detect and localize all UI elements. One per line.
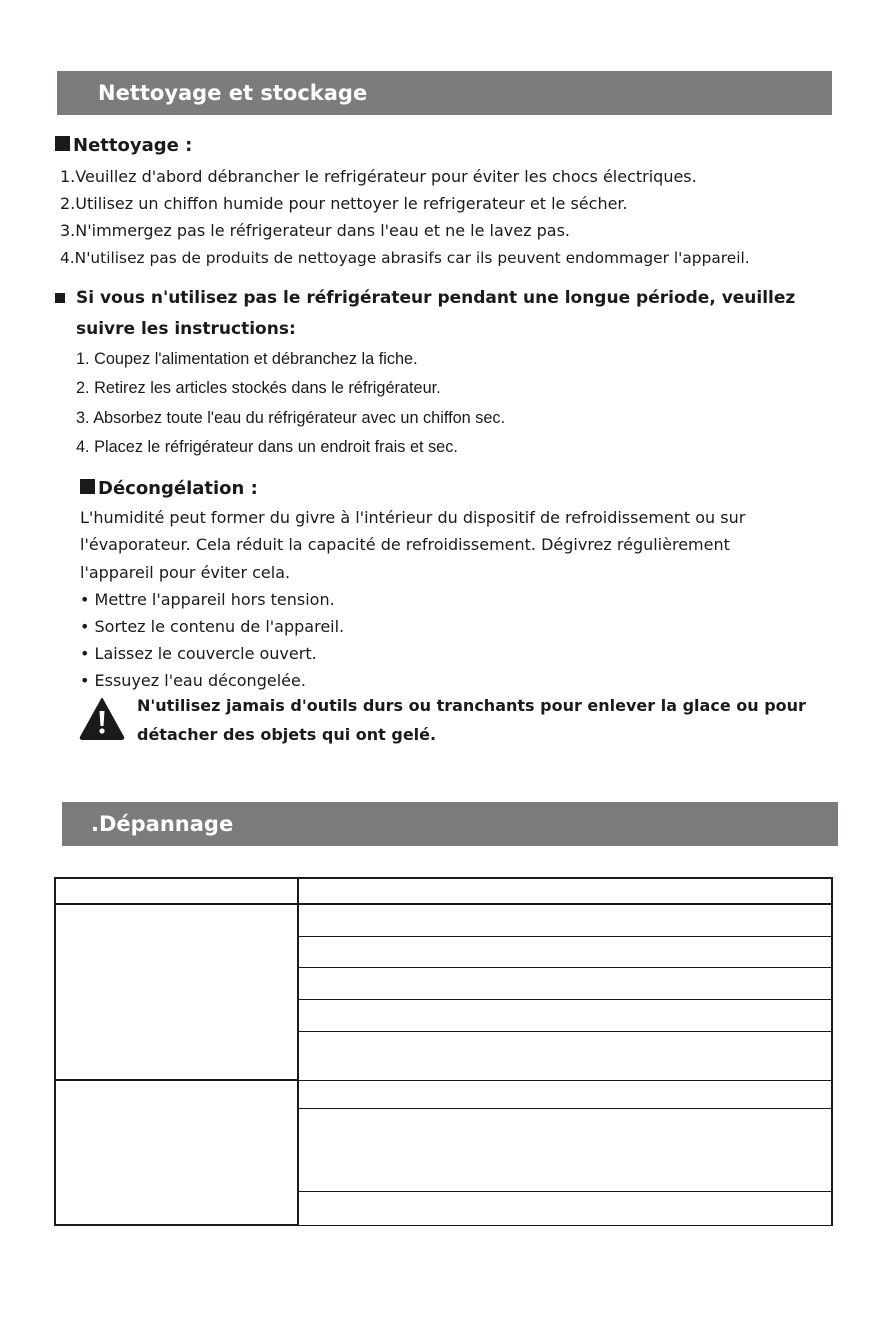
storage-heading-line1: Si vous n'utilisez pas le réfrigérateur pendant une longue période, veuillez — [76, 288, 796, 308]
defrost-paragraph-line: l'appareil pour éviter cela. — [80, 563, 291, 582]
storage-step: 1. Coupez l'alimentation et débranchez la fiche. — [76, 350, 418, 368]
storage-heading — [55, 287, 795, 309]
cleaning-heading — [55, 135, 192, 157]
square-bullet-icon — [55, 293, 65, 303]
table-cell-solution — [298, 936, 832, 967]
table-cell-solution — [298, 1000, 832, 1032]
defrost-bullet: • Sortez le contenu de l'appareil. — [80, 617, 345, 636]
cleaning-step: 1.Veuillez d'abord débrancher le refrigérateur pour éviter les chocs électriques. — [60, 167, 697, 186]
defrost-bullet: • Essuyez l'eau décongelée. — [80, 671, 306, 690]
table-cell-solution — [298, 1108, 832, 1191]
section-header-troubleshooting — [62, 802, 838, 846]
defrost-bullet: • Laissez le couvercle ouvert. — [80, 644, 317, 663]
table-header-cell-problem — [55, 878, 298, 904]
table-cell-solution — [298, 1080, 832, 1108]
table-cell-solution — [298, 1032, 832, 1080]
section-title: .Dépannage — [91, 812, 234, 836]
troubleshooting-table — [54, 877, 833, 1226]
defrost-heading-text: Décongélation : — [98, 478, 258, 499]
table-cell-problem — [55, 904, 298, 1080]
storage-step: 3. Absorbez toute l'eau du réfrigérateur avec un chiffon sec. — [76, 409, 506, 427]
cleaning-heading-text: Nettoyage : — [73, 135, 193, 156]
cleaning-step: 3.N'immergez pas le réfrigerateur dans l'eau et ne le lavez pas. — [60, 221, 570, 240]
cleaning-step: 2.Utilisez un chiffon humide pour nettoyer le refrigerateur et le sécher. — [60, 194, 628, 213]
table-row — [55, 1080, 832, 1108]
section-title: Nettoyage et stockage — [98, 81, 368, 105]
warning-text-line2: détacher des objets qui ont gelé. — [137, 725, 437, 744]
square-bullet-icon — [55, 136, 70, 151]
table-cell-problem — [55, 1080, 298, 1225]
table-header-row — [55, 878, 832, 904]
storage-heading-line2: suivre les instructions: — [76, 319, 296, 339]
section-header-cleaning-storage — [57, 71, 832, 115]
table-header-cell-solution — [298, 878, 832, 904]
cleaning-step: 4.N'utilisez pas de produits de nettoyage abrasifs car ils peuvent endommager l'appareil. — [60, 249, 750, 267]
defrost-heading — [80, 478, 258, 500]
storage-step: 2. Retirez les articles stockés dans le réfrigérateur. — [76, 379, 441, 397]
square-bullet-icon — [80, 479, 95, 494]
warning-text-line1: N'utilisez jamais d'outils durs ou tranchants pour enlever la glace ou pour — [137, 696, 806, 715]
warning-triangle-icon — [79, 697, 125, 740]
table-row — [55, 904, 832, 936]
table-cell-solution — [298, 904, 832, 936]
table-cell-solution — [298, 967, 832, 999]
table-cell-solution — [298, 1192, 832, 1225]
defrost-bullet: • Mettre l'appareil hors tension. — [80, 590, 335, 609]
defrost-paragraph-line: l'évaporateur. Cela réduit la capacité de refroidissement. Dégivrez régulièrement — [80, 535, 730, 554]
defrost-paragraph-line: L'humidité peut former du givre à l'intérieur du dispositif de refroidissement ou sur — [80, 508, 746, 527]
storage-step: 4. Placez le réfrigérateur dans un endroit frais et sec. — [76, 438, 458, 456]
